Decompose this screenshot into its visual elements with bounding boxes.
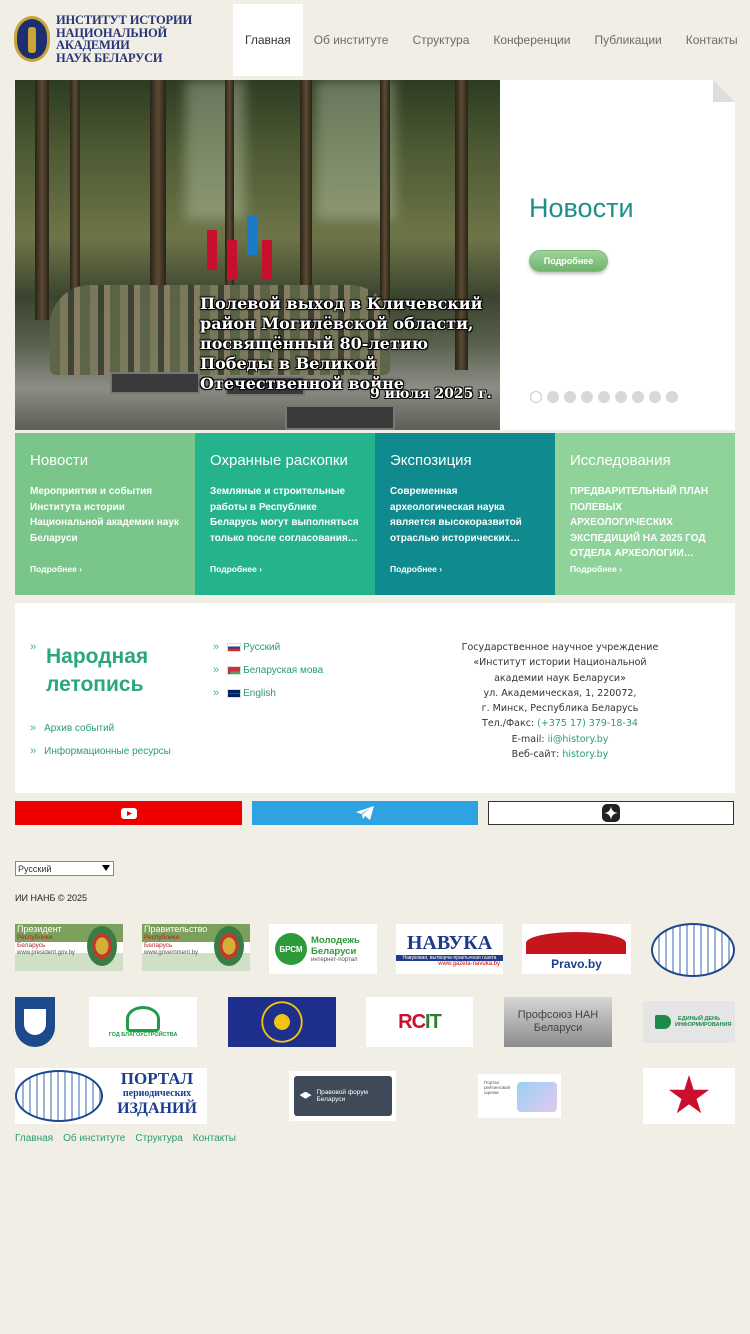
- email-link[interactable]: ii@history.by: [547, 733, 609, 745]
- chronicle-link[interactable]: Народная летопись: [46, 645, 149, 696]
- banner-text: Pravo.by: [551, 957, 602, 971]
- banner-text: ЕДИНЫЙ ДЕНЬ ИНФОРМИРОВАНИЯ: [675, 1016, 732, 1028]
- bullet-icon: »: [213, 641, 220, 653]
- nav-structure[interactable]: Структура: [412, 33, 470, 47]
- logo-line-1: ИНСТИТУТ ИСТОРИИ: [56, 13, 193, 27]
- resources-link[interactable]: » Информационные ресурсы: [30, 745, 171, 757]
- slider-dot[interactable]: [530, 391, 542, 403]
- slide-title[interactable]: Новости: [529, 193, 634, 223]
- youtube-icon: [121, 808, 137, 819]
- banner-brsm[interactable]: [269, 924, 377, 974]
- banner-forum[interactable]: [289, 1071, 396, 1121]
- bullet-icon: »: [30, 722, 37, 734]
- main-nav: [233, 4, 750, 76]
- slide-photo-caption: Полевой выход в Кличевский район Могилёвской области, посвящённый 80-летию Победы в Великой Отечественной войне: [200, 294, 483, 393]
- slider-dot[interactable]: [564, 391, 576, 403]
- dzen-icon: [602, 804, 620, 822]
- chevron-right-icon: ›: [79, 564, 83, 574]
- chevron-right-icon: ›: [259, 564, 263, 574]
- footer-nav-contacts[interactable]: Контакты: [192, 1133, 236, 1144]
- footer-nav-structure[interactable]: Структура: [135, 1133, 183, 1144]
- banner-text: Навуковая, вытворча-практычная газета: [396, 955, 503, 961]
- contact-address: [435, 640, 685, 762]
- logo-line-2: НАЦИОНАЛЬНОЙ АКАДЕМИИ: [56, 25, 168, 52]
- footer-nav-about[interactable]: Об институте: [63, 1133, 126, 1144]
- institute-emblem-icon: [14, 16, 50, 62]
- brsm-logo-icon: БРСМ: [275, 933, 307, 965]
- lang-russian[interactable]: » Русский: [213, 641, 281, 653]
- belarus-emblem-icon: [214, 926, 244, 966]
- banner-text: ПОРТАЛ: [120, 1069, 194, 1088]
- institute-logo[interactable]: [14, 14, 234, 64]
- bullet-icon: »: [30, 641, 37, 653]
- tile-text: ПРЕДВАРИТЕЛЬНЫЙ ПЛАН ПОЛЕВЫХ АРХЕОЛОГИЧЕСКИХ ЭКСПЕДИЦИЙ НА 2025 ГОД ОТДЕЛА АРХЕОЛОГИИ…: [570, 486, 709, 559]
- slider-pagination: [530, 391, 678, 403]
- slide-more-button[interactable]: Подробнее: [529, 250, 608, 272]
- info-panel: [15, 603, 735, 793]
- house-icon: [126, 1006, 160, 1032]
- tile-text: Современная археологическая наука является высокоразвитой отраслью исторических…: [390, 486, 522, 544]
- bullet-icon: »: [213, 664, 220, 676]
- lang-belarusian[interactable]: » Беларуская мова: [213, 664, 324, 676]
- tile-exposition[interactable]: [375, 433, 555, 595]
- banner-text: Республики Беларусь: [144, 934, 180, 949]
- footer-nav: [15, 1133, 236, 1144]
- banner-edin-den[interactable]: [643, 1001, 735, 1043]
- site-header: [0, 0, 750, 78]
- language-select[interactable]: Русский: [15, 861, 114, 876]
- phone-link[interactable]: (+375 17) 379-18-34: [537, 718, 638, 730]
- banner-text: www.government.by: [144, 950, 199, 956]
- tile-text: Мероприятия и события Института истории Национальной академии наук Беларуси: [30, 486, 179, 544]
- banner-navuka[interactable]: [396, 924, 503, 974]
- pravo-wave-icon: [526, 932, 626, 954]
- banner-star[interactable]: [643, 1068, 735, 1124]
- banner-text: Портал рейтинговой оценки: [484, 1080, 510, 1095]
- tile-title[interactable]: Новости: [30, 452, 89, 469]
- banner-text: Правительство: [144, 924, 208, 934]
- logo-text: [56, 14, 234, 64]
- megaphone-icon: [655, 1015, 671, 1029]
- address-line: Государственное научное учреждение: [461, 642, 659, 653]
- phone-line: Тел./Факс: (+375 17) 379-18-34: [482, 718, 638, 730]
- russia-flag-icon: [227, 643, 241, 652]
- slider-dot[interactable]: [581, 391, 593, 403]
- banner-text: www.president.gov.by: [17, 950, 75, 956]
- graduation-cap-icon: [300, 1092, 312, 1101]
- feature-tiles: [15, 433, 735, 595]
- banner-bsu[interactable]: [15, 997, 55, 1047]
- dzen-button[interactable]: [488, 801, 734, 825]
- academy-emblem-icon: [260, 1000, 304, 1044]
- banner-text: Молодежь Беларуси: [311, 935, 360, 957]
- chevron-right-icon: ›: [439, 564, 443, 574]
- rating-chart-icon: [517, 1082, 557, 1112]
- uk-flag-icon: [227, 689, 241, 698]
- address-line: г. Минск, Республика Беларусь: [481, 703, 639, 715]
- slide-photo-date: 9 июля 2025 г.: [370, 386, 492, 402]
- banner-text: www.gazeta-navuka.by: [438, 960, 500, 967]
- banner-government[interactable]: [142, 924, 250, 971]
- banner-year[interactable]: [89, 997, 197, 1047]
- banner-rcit[interactable]: [366, 997, 473, 1047]
- tile-research[interactable]: [555, 433, 735, 595]
- rcit-logo-icon: RCIT: [398, 1010, 441, 1033]
- tile-more-link[interactable]: Подробнее ›: [390, 564, 443, 574]
- bullet-icon: »: [213, 687, 220, 699]
- tile-title[interactable]: Охранные раскопки: [210, 452, 348, 469]
- news-slider: [15, 80, 735, 430]
- address-line: академии наук Беларуси»: [494, 672, 626, 684]
- logo-line-3: НАУК БЕЛАРУСИ: [56, 50, 163, 65]
- banner-text: интернет-портал: [311, 957, 358, 963]
- archive-link[interactable]: » Архив событий: [30, 722, 115, 734]
- nav-about[interactable]: Об институте: [313, 33, 389, 47]
- address-line: «Институт истории Национальной: [473, 657, 647, 669]
- bullet-icon: »: [30, 745, 37, 757]
- lang-english[interactable]: » English: [213, 687, 276, 699]
- slider-dot[interactable]: [547, 391, 559, 403]
- tile-news[interactable]: [15, 433, 195, 595]
- youtube-button[interactable]: [15, 801, 242, 825]
- corner-fold: [713, 80, 735, 102]
- site-link[interactable]: history.by: [562, 749, 609, 761]
- address-line: ул. Академическая, 1, 220072,: [483, 687, 637, 699]
- bsu-shield-icon: [24, 1009, 46, 1035]
- nav-publications[interactable]: Публикации: [594, 33, 662, 47]
- banner-text: Президент: [17, 924, 62, 934]
- banner-text: ГОД БЛАГОУСТРОЙСТВА: [108, 1032, 178, 1038]
- banner-president[interactable]: [15, 924, 123, 971]
- footer-nav-home[interactable]: Главная: [15, 1133, 54, 1144]
- slider-dot[interactable]: [649, 391, 661, 403]
- slider-dot[interactable]: [666, 391, 678, 403]
- nasb-building-icon: [651, 923, 735, 977]
- nav-contacts[interactable]: Контакты: [685, 33, 738, 47]
- tile-more-link[interactable]: Подробнее ›: [570, 564, 623, 574]
- banner-text: НАВУКА: [406, 931, 493, 954]
- slider-dot[interactable]: [632, 391, 644, 403]
- chevron-down-icon: [102, 865, 110, 871]
- nav-conferences[interactable]: Конференции: [493, 33, 571, 47]
- slide-photo[interactable]: [15, 80, 500, 430]
- slider-dot[interactable]: [598, 391, 610, 403]
- slider-dot[interactable]: [615, 391, 627, 403]
- nasb-building-icon: [15, 1070, 103, 1122]
- red-star-icon: [668, 1075, 710, 1117]
- chevron-right-icon: ›: [619, 564, 623, 574]
- tile-excavations[interactable]: [195, 433, 375, 595]
- banner-text: Республики Беларусь: [17, 934, 53, 949]
- telegram-button[interactable]: [252, 801, 478, 825]
- site-line: Веб-сайт: history.by: [511, 749, 609, 761]
- banner-text: ИЗДАНИЙ: [117, 1100, 197, 1117]
- tile-more-link[interactable]: Подробнее ›: [30, 564, 83, 574]
- tile-title[interactable]: Экспозиция: [390, 452, 472, 469]
- banner-text: Профсоюз НАН Беларуси: [517, 1009, 599, 1034]
- banner-profsoyuz[interactable]: [504, 997, 612, 1047]
- banner-text: Правовой форум Беларуси: [316, 1089, 368, 1103]
- banner-text: периодических: [122, 1088, 192, 1099]
- belarus-flag-icon: [227, 666, 241, 675]
- tile-text: Земляные и строительные работы в Республике Беларусь могут выполняться только после согласования…: [210, 486, 359, 544]
- email-line: E-mail: ii@history.by: [511, 733, 609, 745]
- banner-rating[interactable]: [478, 1074, 561, 1118]
- belarus-emblem-icon: [87, 926, 117, 966]
- banner-portal[interactable]: [15, 1068, 207, 1124]
- telegram-icon: [356, 806, 374, 820]
- tile-more-link[interactable]: Подробнее ›: [210, 564, 263, 574]
- copyright: ИИ НАНБ © 2025: [15, 893, 87, 903]
- nav-home[interactable]: Главная: [233, 4, 303, 76]
- banner-nasb[interactable]: [650, 922, 735, 977]
- banner-academy[interactable]: [228, 997, 336, 1047]
- tile-title[interactable]: Исследования: [570, 452, 671, 469]
- banner-pravo[interactable]: [522, 924, 631, 974]
- slide-info: [500, 80, 735, 430]
